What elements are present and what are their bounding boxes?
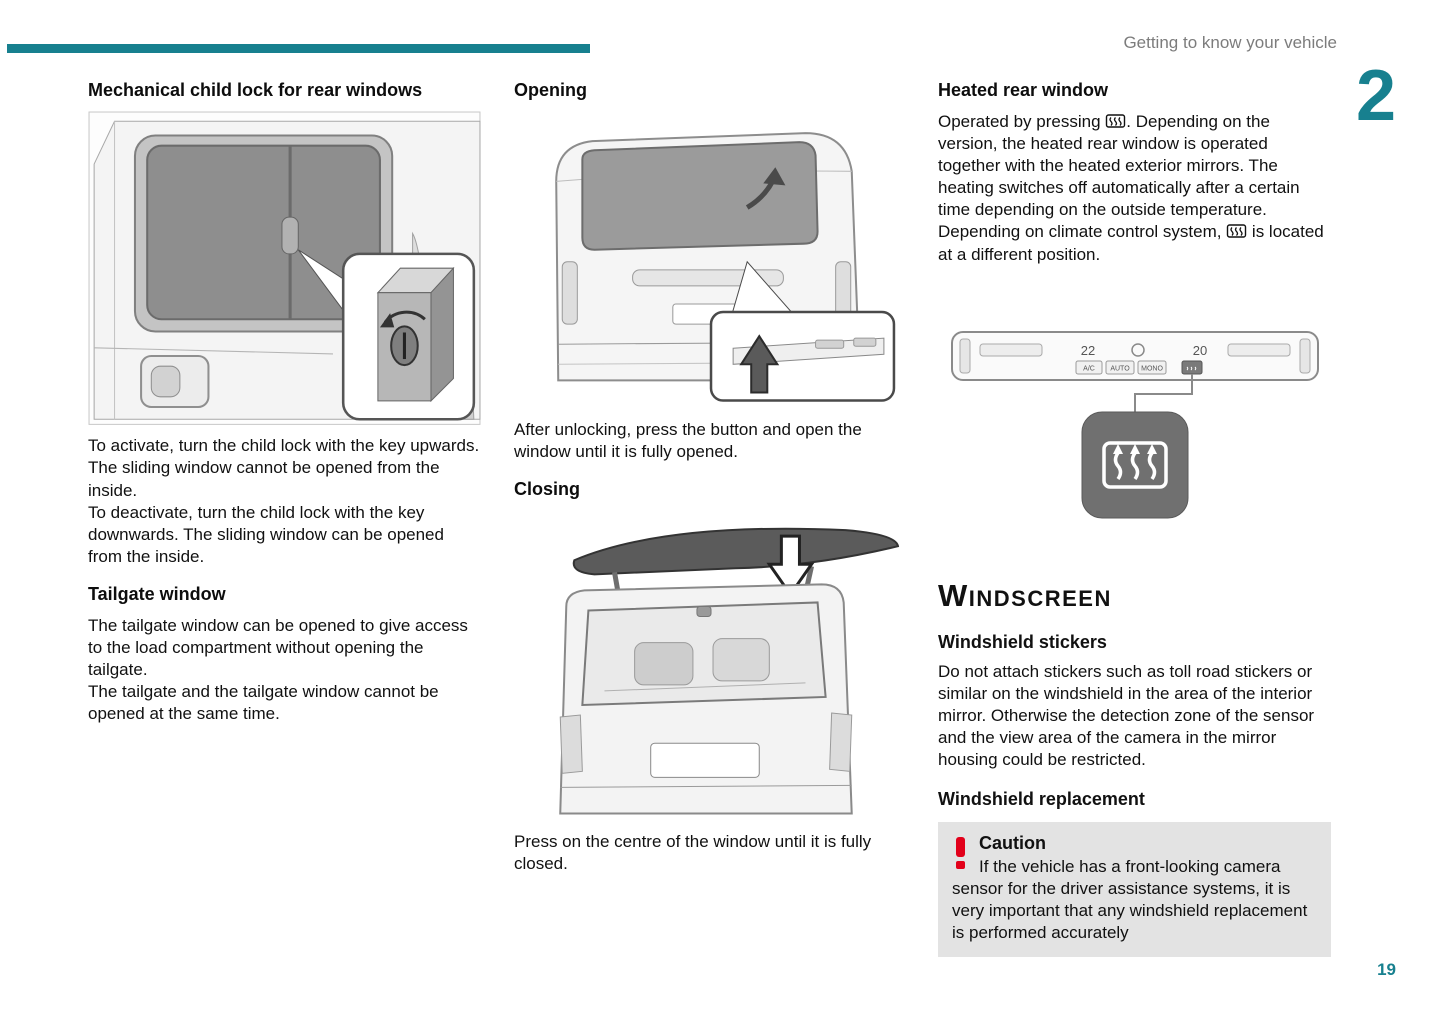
heading-closing: Closing	[514, 478, 580, 499]
mono-button-label: MONO	[1141, 365, 1163, 373]
para-heated-after: . Depending on the version, the heated rear window is operated together with the heated exterior mirrors. The heating switches off automatically after a certain time depending on the outside temperature.	[938, 112, 1300, 220]
para-heated	[938, 111, 1331, 221]
para-opening: After unlocking, press the button and open the window until it is fully opened.	[514, 419, 862, 461]
figure-climate-panel	[938, 328, 1331, 528]
climate-panel-illustration	[938, 328, 1331, 528]
para-closing: Press on the centre of the window until it is fully closed.	[514, 832, 872, 874]
closing-paragraph	[514, 831, 902, 875]
caution-exclamation-icon	[952, 836, 969, 870]
para-position-before: Depending on climate control system,	[938, 222, 1227, 242]
panel-temp-left: 22	[1080, 342, 1096, 358]
heated-rear-window-callout-icon	[1082, 412, 1188, 518]
heading-child-lock: Mechanical child lock for rear windows	[88, 80, 423, 100]
para-deactivate: To deactivate, turn the child lock with the key downwards. The sliding window can be opened from the inside.	[88, 502, 444, 566]
tailgate-window-closing-illustration	[514, 510, 902, 822]
column-right	[938, 80, 1331, 957]
heated-rear-window-icon	[1226, 223, 1247, 239]
heated-rear-window-icon	[1105, 113, 1126, 129]
para-position-after: is located at a different position.	[938, 222, 1324, 264]
header-rule	[7, 44, 590, 53]
heading-tailgate-window: Tailgate window	[88, 583, 226, 604]
heading-windshield-stickers: Windshield stickers	[938, 631, 1107, 652]
figure-child-lock	[88, 111, 481, 425]
chapter-number: 2	[1356, 56, 1397, 136]
heading-heated-rear-window: Heated rear window	[938, 80, 1109, 100]
para-tailgate-2: The tailgate and the tailgate window cannot be opened at the same time.	[88, 682, 439, 724]
caution-title: Caution	[979, 833, 1046, 854]
column-middle	[514, 80, 902, 890]
caution-text: If the vehicle has a front-looking camera sensor for the driver assistance systems, it is very important that any windshield replacement is performed accurately	[952, 857, 1308, 943]
heading-windshield-replacement: Windshield replacement	[938, 789, 1145, 810]
heading-windscreen: WINDSCREEN	[938, 577, 1112, 613]
para-stickers: Do not attach stickers such as toll road stickers or similar on the windshield in the area of the interior mirror. Otherwise the detection zone of the sensor and the view area of the camera in the mirror housing could be restricted.	[938, 661, 1315, 770]
child-lock-illustration	[88, 111, 481, 425]
figure-closing	[514, 510, 902, 822]
para-activate: To activate, turn the child lock with the key upwards. The sliding window cannot be opened from the inside.	[88, 436, 480, 500]
breadcrumb: Getting to know your vehicle	[1123, 33, 1337, 52]
para-position	[938, 221, 1331, 265]
tailgate-window-opening-illustration	[514, 111, 902, 409]
child-lock-paragraph	[88, 435, 481, 568]
opening-paragraph	[514, 419, 902, 463]
auto-button-label: AUTO	[1110, 365, 1130, 373]
heated-rear-window-paragraph	[938, 111, 1331, 266]
page-number: 19	[1377, 960, 1396, 979]
para-heated-before: Operated by pressing	[938, 112, 1106, 131]
ac-button-label: A/C	[1083, 365, 1095, 373]
caution-box	[938, 822, 1331, 956]
stickers-paragraph	[938, 661, 1331, 771]
figure-opening	[514, 111, 902, 409]
panel-temp-right: 20	[1192, 342, 1208, 358]
tailgate-paragraph	[88, 615, 481, 725]
para-tailgate-1: The tailgate window can be opened to give access to the load compartment without opening the tailgate.	[88, 615, 468, 680]
column-left	[88, 80, 481, 739]
heading-opening: Opening	[514, 80, 587, 100]
